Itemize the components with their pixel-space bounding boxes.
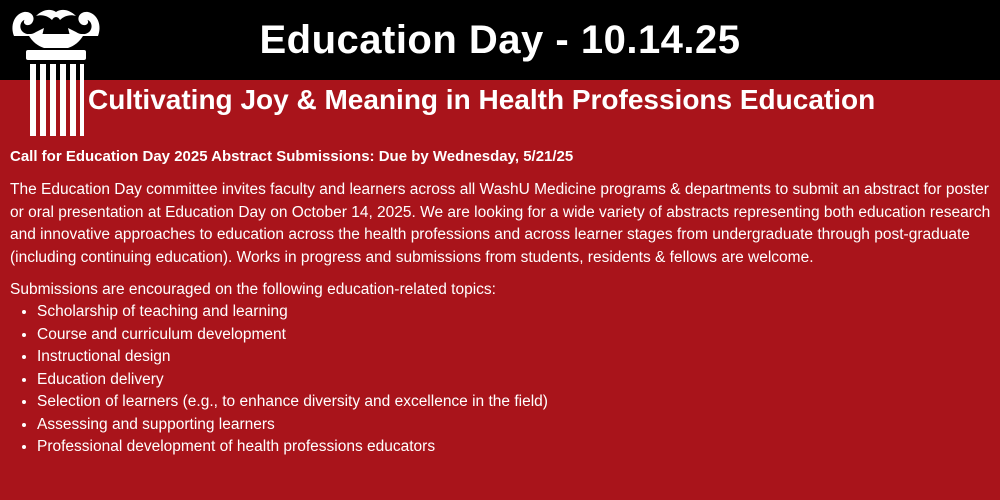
description-paragraph: The Education Day committee invites faculty and learners across all WashU Medicine programs & departments to submit an abstract for poster or oral presentation at Education Day on October 14, 2025. We are looking for a wide variety of abstracts representing both education research and innovative approaches to education across the health professions and across learner stages from undergraduate through post-graduate (including continuing education). Works in progress and submissions from students, residents & fellows are welcome. xyxy=(10,181,991,266)
topic-item: • Assessing and supporting learners xyxy=(37,414,992,437)
topic-item: • Scholarship of teaching and learning xyxy=(37,301,992,324)
page-subtitle: Cultivating Joy & Meaning in Health Professions Education xyxy=(88,84,876,115)
topics-list xyxy=(10,301,992,459)
topic-item: • Course and curriculum development xyxy=(37,324,992,347)
topics-intro: Submissions are encouraged on the following education-related topics: xyxy=(10,281,496,298)
column-capital-icon xyxy=(8,6,104,136)
topic-item: • Selection of learners (e.g., to enhance diversity and excellence in the field) xyxy=(37,391,992,414)
submission-callout: Call for Education Day 2025 Abstract Submissions: Due by Wednesday, 5/21/25 xyxy=(10,148,574,165)
page-title: Education Day - 10.14.25 xyxy=(259,18,741,62)
topic-item: • Instructional design xyxy=(37,346,992,369)
topic-item: • Education delivery xyxy=(37,369,992,392)
topic-item: • Professional development of health professions educators xyxy=(37,436,992,459)
main-content xyxy=(10,148,992,459)
